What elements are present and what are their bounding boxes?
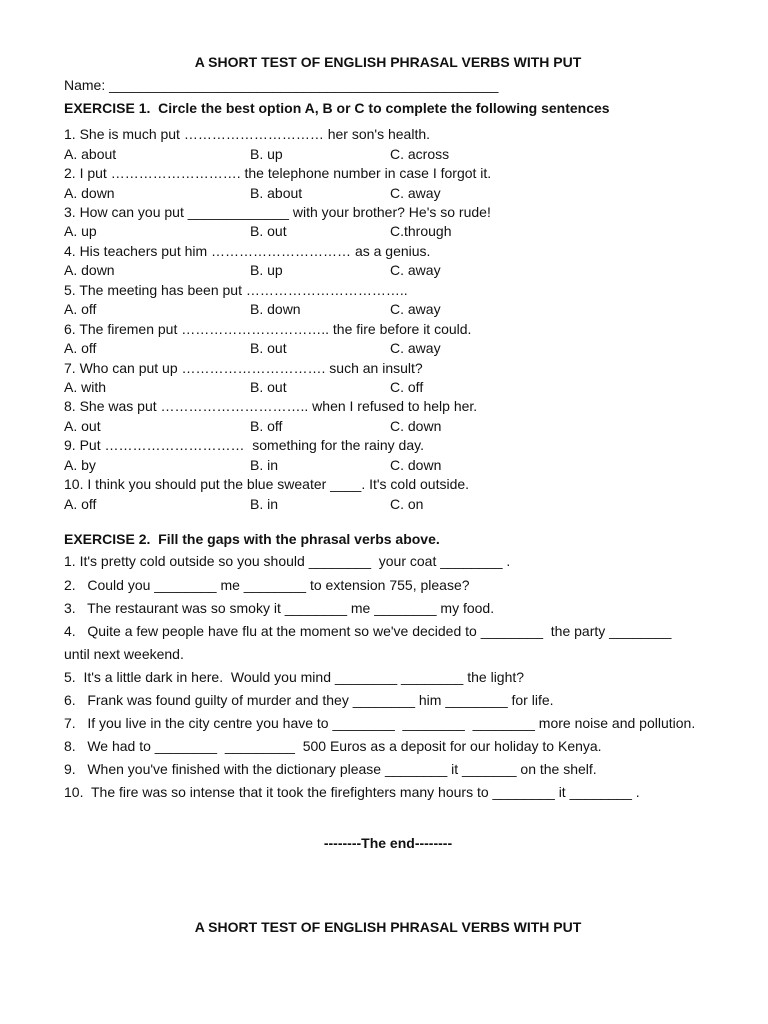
gap-sentence-7: 7. If you live in the city centre you have to ________ ________ ________ more noise and pollution.: [64, 715, 696, 732]
question-10-option-a: A. off: [64, 495, 97, 512]
question-4-options: [64, 261, 712, 280]
gap-sentence-6: 6. Frank was found guilty of murder and they ________ him ________ for life.: [64, 692, 554, 708]
question-1-options: [64, 145, 712, 164]
gap-sentence-9: 9. When you've finished with the dictionary please ________ it _______ on the shelf.: [64, 761, 597, 778]
question-6-option-b: B. out: [250, 340, 287, 357]
question-8-option-a: A. out: [64, 417, 101, 434]
page-title: A SHORT TEST OF ENGLISH PHRASAL VERBS WITH PUT: [194, 54, 582, 70]
question-4-option-a: A. down: [64, 262, 115, 279]
end-marker: --------The end--------: [323, 835, 453, 851]
question-3-options: [64, 222, 712, 241]
question-1-text: 1. She is much put ………………………… her son's health.: [64, 126, 431, 143]
question-3-text: 3. How can you put _____________ with your brother? He's so rude!: [64, 204, 491, 221]
question-2-text: 2. I put ………………………. the telephone number in case I forgot it.: [64, 165, 492, 182]
exercise-1-heading: EXERCISE 1. Circle the best option A, B or C to complete the following sentences: [64, 100, 610, 116]
question-7-options: [64, 378, 712, 397]
gap-sentence-4: 4. Quite a few people have flu at the moment so we've decided to ________ the party ________: [64, 622, 672, 639]
question-6-options: [64, 339, 712, 358]
gap-sentence-3: 3. The restaurant was so smoky it ________ me ________ my food.: [64, 599, 495, 616]
question-9-option-b: B. in: [250, 456, 279, 473]
gap-sentence-2: 2. Could you ________ me ________ to extension 755, please?: [64, 576, 470, 593]
question-7-option-a: A. with: [64, 378, 107, 395]
gap-sentence-4-continuation: until next weekend.: [64, 645, 184, 662]
question-4-option-c: C. away: [390, 262, 441, 279]
question-2-option-a: A. down: [64, 184, 115, 201]
question-6-text: 6. The firemen put ………………………….. the fire before it could.: [64, 320, 472, 337]
question-1-option-b: B. up: [250, 145, 283, 162]
question-8-option-b: B. off: [250, 417, 283, 434]
question-10-options: [64, 495, 712, 514]
question-7-text: 7. Who can put up …………………………. such an insult?: [64, 359, 423, 376]
question-1-option-a: A. about: [64, 145, 117, 162]
question-9-option-a: A. by: [64, 456, 96, 473]
question-5-text: 5. The meeting has been put ……………………………..: [64, 281, 412, 298]
gap-sentence-10: 10. The fire was so intense that it took the firefighters many hours to ________ it ________ .: [64, 784, 640, 801]
question-8-text: 8. She was put ………………………….. when I refused to help her.: [64, 398, 478, 415]
question-7-option-c: C. off: [390, 378, 424, 395]
question-10-option-c: C. on: [390, 495, 424, 512]
question-4-text: 4. His teachers put him ………………………… as a genius.: [64, 242, 431, 259]
question-5-option-a: A. off: [64, 301, 97, 318]
gap-sentence-5: 5. It's a little dark in here. Would you mind ________ ________ the light?: [64, 668, 525, 685]
question-6-option-c: C. away: [390, 340, 441, 357]
question-2-options: [64, 184, 712, 203]
question-8-option-c: C. down: [390, 417, 442, 434]
exercise-2-heading: EXERCISE 2. Fill the gaps with the phrasal verbs above.: [64, 531, 440, 547]
gap-sentence-8: 8. We had to ________ _________ 500 Euros as a deposit for our holiday to Kenya.: [64, 738, 602, 755]
question-4-option-b: B. up: [250, 262, 283, 279]
question-1-option-c: C. across: [390, 145, 450, 162]
exercise-2-items: [64, 550, 724, 804]
question-9-text: 9. Put ………………………… something for the rainy day.: [64, 437, 424, 454]
name-field-line: Name: __________________________________________________: [64, 77, 499, 93]
question-9-option-c: C. down: [390, 456, 442, 473]
gap-sentence-1: 1. It's pretty cold outside so you should ________ your coat ________ .: [64, 553, 511, 570]
question-5-option-b: B. down: [250, 301, 301, 318]
question-10-option-b: B. in: [250, 495, 279, 512]
question-3-option-b: B. out: [250, 223, 287, 240]
question-3-option-a: A. up: [64, 223, 97, 240]
exercise-1-questions: [64, 125, 712, 514]
question-2-option-b: B. about: [250, 184, 303, 201]
question-9-options: [64, 456, 712, 475]
question-2-option-c: C. away: [390, 184, 441, 201]
next-page-title: A SHORT TEST OF ENGLISH PHRASAL VERBS WITH PUT: [194, 919, 582, 935]
question-10-text: 10. I think you should put the blue sweater ____. It's cold outside.: [64, 476, 470, 493]
question-6-option-a: A. off: [64, 340, 97, 357]
question-8-options: [64, 417, 712, 436]
question-3-option-c: C.through: [390, 223, 452, 240]
question-7-option-b: B. out: [250, 378, 287, 395]
question-5-option-c: C. away: [390, 301, 441, 318]
question-5-options: [64, 300, 712, 319]
